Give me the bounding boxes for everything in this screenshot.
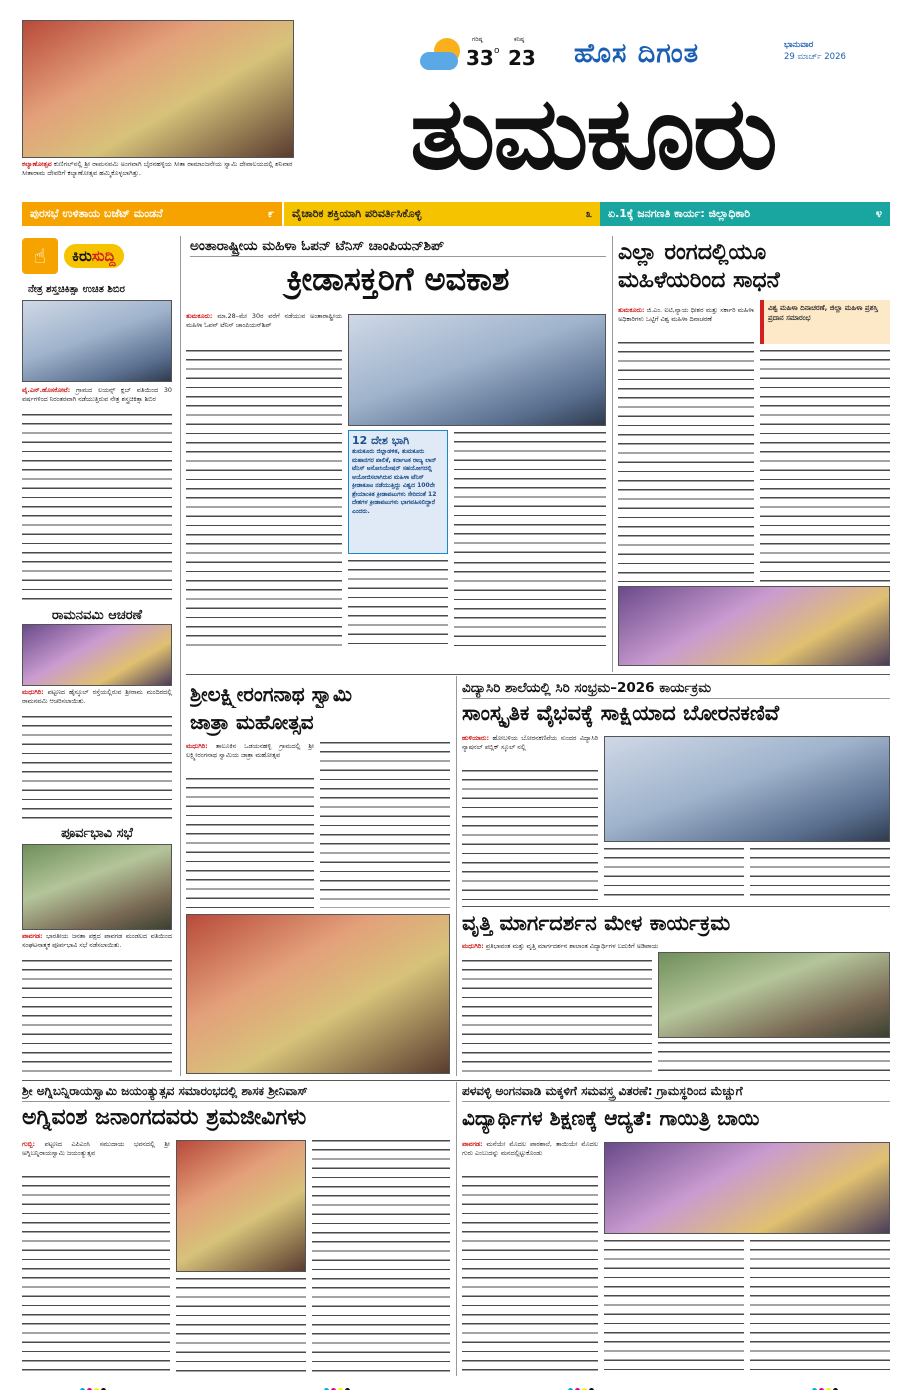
- anganwadi-kicker: ಪಳವಳ್ಳಿ ಅಂಗನವಾಡಿ ಮಕ್ಕಳಿಗೆ ಸಮವಸ್ತ್ರ ವಿತರಣೆ: ಗ್ರಾಮಸ್ಥರಿಂದ ಮೆಚ್ಚುಗೆ: [462, 1084, 890, 1102]
- caption-head: ಕಲ್ಯಾಣೋತ್ಸವ: [22, 160, 52, 168]
- tennis-col4-lines: [454, 562, 606, 648]
- ramanavami-body: [22, 688, 172, 718]
- jatra-head-1: ಶ್ರೀಲಕ್ಷ್ಮೀರಂಗನಾಥ ಸ್ವಾಮಿ: [190, 682, 352, 706]
- agnivamsha-lead: ಪಟ್ಟಣದ ಎಪಿಎಂಸಿ ಸಮುದಾಯ ಭವನದಲ್ಲಿ ಶ್ರೀ ಅಗ್ನಿಬನ್ನಿರಾಯಸ್ವಾಮಿ ಜಯಂತ್ಯುತ್ಸವ: [22, 1140, 170, 1158]
- index-page-3: ೪: [875, 207, 882, 220]
- career-lead: ಪ್ರತಿಭಾವಂತ ಮತ್ತು ವೃತ್ತಿ ಮಾರ್ಗದರ್ಶನ ಶಾಲಾಂತ ವಿದ್ಯಾರ್ಥಿಗಳ ಬದುಕಿಗೆ ಅಡಿಪಾಯ: [485, 942, 659, 950]
- tennis-lead: ಮಾ.28–ಮೇ 30ರ ವರೆಗೆ ನಡೆಯುವ ಅಂತಾರಾಷ್ಟ್ರೀಯ ಮಹಿಳಾ ಓಪನ್ ಟೆನಿಸ್ ಚಾಂಪಿಯನ್‌ಶಿಪ್: [186, 312, 342, 330]
- min-label: ಕನಿಷ್ಠ: [514, 36, 525, 43]
- career-col2-lines: [658, 1042, 890, 1072]
- career-col1-lines: [462, 960, 652, 1072]
- caption-text: ಕುಣಿಗಲ್‌ನಲ್ಲಿ ಶ್ರೀ ರಾಮನವಮಿ ಅಂಗವಾಗಿ ಬೈರನಹಳ್ಳಿಯ ಸೀತಾ ರಾಮಾಂಜನೇಯ ಸ್ವಾಮಿ ದೇವಾಲಯದಲ್ಲಿ ಶನಿವಾರ ಸೀತಾರಾಮ ದೇವರಿಗೆ ಕಲ್ಯಾಣೋತ್ಸವ ಹಮ್ಮಿಕೊಳ್ಳಲಾಗಿತ್ತು.: [22, 160, 293, 177]
- day: ಭಾನುವಾರ: [784, 40, 814, 50]
- anganwadi-photo: [604, 1142, 890, 1234]
- agnivamsha-col2-lines: [176, 1278, 306, 1372]
- tennis-head: ಕ್ರೀಡಾಸಕ್ತರಿಗೆ ಅವಕಾಶ: [286, 260, 510, 298]
- kirusuddi-dateline: ವೈ.ಎನ್.ಹೊಸಕೋಟೆ:: [22, 386, 71, 394]
- career-dateline: ಮಧುಗಿರಿ:: [462, 942, 484, 950]
- anganwadi-body: [462, 1140, 598, 1180]
- vidyasiri-dateline: ಹುಳಿಯಾರು:: [462, 734, 490, 742]
- anganwadi-dateline: ಪಾವಗಡ:: [462, 1140, 483, 1148]
- anganwadi-col3-lines: [750, 1240, 890, 1372]
- agnivamsha-photo: [176, 1140, 306, 1272]
- purvabhavi-text-lines: [22, 960, 172, 1072]
- tennis-dateline: ತುಮಕೂರು:: [186, 312, 213, 320]
- women-body: [618, 306, 754, 346]
- tennis-infobox: [348, 430, 448, 554]
- jatra-photo: [186, 914, 450, 1074]
- index-bar: [22, 202, 890, 226]
- agnivamsha-col3-lines: [312, 1140, 450, 1372]
- vidyasiri-lead: ಹೋಬಳಿಯ ಬೋರನಕಣಿವೆಯ ಸುಂದರ ವಿದ್ಯಾಸಿರಿ ನ್ಯಾಷನಲ್ ಪಬ್ಲಿಕ್ ಸ್ಕೂಲ್ ನಲ್ಲಿ: [462, 734, 598, 752]
- jatra-dateline: ಮಧುಗಿರಿ:: [186, 742, 208, 750]
- agnivamsha-body: [22, 1140, 170, 1180]
- purvabhavi-dateline: ಪಾವಗಡ:: [22, 932, 43, 940]
- women-infobox: ವಿಶ್ವ ಮಹಿಳಾ ದಿನಾಚರಣೆ, ಜಿಲ್ಲಾ ಮಹಿಳಾ ಪ್ರಶಸ್ತಿ ಪ್ರದಾನ ಸಮಾರಂಭ: [760, 300, 890, 344]
- kirusuddi-head: ನೇತ್ರ ಶಸ್ತ್ರಚಿಕಿತ್ಸಾ ಉಚಿತ ಶಿಬಿರ: [28, 284, 125, 295]
- index-text-1: ಪುರಸಭೆ ಉಳಿತಾಯ ಬಜೆಟ್ ಮಂಡನೆ: [30, 207, 163, 220]
- women-lead: ಜಿ.ಎಂ. ಐಟಿ,ನ್ಯಾಯ ಧೀಶರ ಮತ್ತು ಸರ್ಕಾರಿ ಮಹಿಳಾ ಅಧಿಕಾರಿಗಳು ಒಟ್ಟಿಗೆ ವಿಶ್ವ ಮಹಿಳಾ ದಿನಾಚರಣೆ: [618, 306, 754, 324]
- vidyasiri-kicker: ವಿದ್ಯಾಸಿರಿ ಶಾಲೆಯಲ್ಲಿ ಸಿರಿ ಸಂಭ್ರಮ–2026 ಕಾರ್ಯಕ್ರಮ: [462, 680, 890, 699]
- anganwadi-col1-lines: [462, 1176, 598, 1372]
- max-temp: 33: [466, 46, 494, 70]
- jatra-col2-lines: [320, 742, 450, 908]
- index-page-2: ೩: [585, 207, 592, 220]
- agnivamsha-head: ಅಗ್ನಿವಂಶ ಜನಾಂಗದವರು ಶ್ರಮಜೀವಿಗಳು: [22, 1105, 307, 1130]
- career-photo: [658, 952, 890, 1038]
- women-dateline: ತುಮಕೂರು:: [618, 306, 645, 314]
- kirusuddi-text-lines: [22, 414, 172, 606]
- jatra-col1-lines: [186, 778, 314, 908]
- jatra-lead: ತಾಲೂಕಿನ ಒಡಯನಹಳ್ಳಿ ಗ್ರಾಮದಲ್ಲಿ ಶ್ರೀ ಲಕ್ಷ್ಮೀರಂಗನಾಥ ಸ್ವಾಮಿಯ ಜಾತ್ರಾ ಮಹೋತ್ಸವ: [186, 742, 314, 760]
- vidyasiri-col3-lines: [750, 848, 890, 902]
- date: 29 ಮಾರ್ಚ್ 2026: [784, 52, 846, 62]
- anganwadi-col2-lines: [604, 1240, 744, 1372]
- vidyasiri-col1-lines: [462, 770, 598, 902]
- index-text-2: ವೈಚಾರಿಕ ಶಕ್ತಿಯಾಗಿ ಪರಿವರ್ತಿಸಿಕೊಳ್ಳಿ: [292, 207, 422, 220]
- index-item-3[interactable]: [600, 202, 890, 226]
- color-registration-marks: [80, 1378, 840, 1390]
- tennis-body: [186, 312, 342, 352]
- town-title: ತುಮಕೂರು: [410, 75, 776, 192]
- index-page-1: ೯: [267, 207, 274, 220]
- anganwadi-head: ವಿದ್ಯಾರ್ಥಿಗಳ ಶಿಕ್ಷಣಕ್ಕೆ ಆದ್ಯತೆ: ಗಾಯಿತ್ರಿ ಬಾಯಿ: [462, 1106, 760, 1130]
- agnivamsha-dateline: ಗುಬ್ಬಿ:: [22, 1140, 36, 1148]
- index-item-1[interactable]: [22, 202, 282, 226]
- agnivamsha-col1-lines: [22, 1176, 170, 1372]
- vidyasiri-body: [462, 734, 598, 774]
- tennis-col3-lines: [454, 432, 606, 556]
- purvabhavi-body: [22, 932, 172, 962]
- max-label: ಗರಿಷ್ಠ: [472, 36, 483, 43]
- brand-logo: ಹೊಸ ದಿಗಂತ: [574, 38, 700, 69]
- kirusuddi-lead: ಗ್ರಾಮದ ಲಯನ್ಸ್ ಕ್ಲಬ್ ವತಿಯಿಂದ 30 ವರ್ಷಗಳಿಂದ ನಿರಂತರವಾಗಿ ನಡೆಯುತ್ತಿರುವ ನೇತ್ರ ಶಸ್ತ್ರಚಿಕಿತ್ಸಾ ಶಿಬಿರ: [22, 386, 172, 404]
- tennis-kicker: ಅಂತಾರಾಷ್ಟ್ರೀಯ ಮಹಿಳಾ ಓಪನ್ ಟೆನಿಸ್ ಚಾಂಪಿಯನ್‌ಶಿಪ್: [190, 238, 606, 257]
- vidyasiri-head: ಸಾಂಸ್ಕೃತಿಕ ವೈಭವಕ್ಕೆ ಸಾಕ್ಷಿಯಾದ ಬೋರನಕಣಿವೆ: [462, 701, 780, 725]
- anganwadi-lead: ಮನೆಯೇ ಮೊದಲ ಪಾಠಶಾಲೆ, ತಾಯಿಯೇ ಮೊದಲ ಗುರು ಎಂಬುದನ್ನು ಮನದಲ್ಲಿಟ್ಟುಕೊಂಡು: [462, 1140, 598, 1158]
- min-temp: 23: [508, 46, 536, 70]
- women-col1-lines: [618, 342, 754, 582]
- purvabhavi-lead: ಭಾರತೀಯ ಜನತಾ ಪಕ್ಷದ ಪಾವಗಡ ಮಂಡಲದ ವತಿಯಿಂದ ಸಂಘಟನಾತ್ಮಕ ಪೂರ್ವಭಾವಿ ಸಭೆ ನಡೆಸಲಾಯಿತು.: [22, 932, 172, 950]
- kirusuddi-label: ಕಿರು: [72, 247, 92, 265]
- kirusuddi-photo: [22, 300, 172, 382]
- top-photo: [22, 20, 294, 158]
- jatra-body: [186, 742, 314, 782]
- degree: o: [494, 46, 500, 56]
- kirusuddi-label2: ಸುದ್ದಿ: [91, 247, 116, 265]
- women-photo: [618, 586, 890, 666]
- tennis-photo: [348, 314, 606, 426]
- purvabhavi-photo: [22, 844, 172, 930]
- purvabhavi-head: ಪೂರ್ವಭಾವಿ ಸಭೆ: [61, 826, 133, 841]
- women-head-1: ಎಲ್ಲಾ ರಂಗದಲ್ಲಿಯೂ: [618, 240, 767, 265]
- tennis-col1-lines: [186, 350, 342, 650]
- women-head-2: ಮಹಿಳೆಯರಿಂದ ಸಾಧನೆ: [618, 268, 780, 293]
- career-head: ವೃತ್ತಿ ಮಾರ್ಗದರ್ಶನ ಮೇಳ ಕಾರ್ಯಕ್ರಮ: [462, 911, 731, 935]
- women-col2-lines: [760, 350, 890, 582]
- index-text-3: ಏ.1ಕ್ಕೆ ಜನಗಣತಿ ಕಾರ್ಯ: ಜಿಲ್ಲಾಧಿಕಾರಿ: [608, 207, 751, 220]
- vidyasiri-photo: [604, 736, 890, 842]
- jatra-head-2: ಜಾತ್ರಾ ಮಹೋತ್ಸವ: [190, 710, 314, 734]
- tennis-box-text: ತುಮಕೂರು ಜಿಲ್ಲಾಡಳಿತ, ತುಮಕೂರು ಮಹಾನಗರ ಪಾಲಿಕೆ, ಕರ್ನಾಟಕ ರಾಜ್ಯ ಲಾನ್ ಟೆನಿಸ್ ಅಸೋಸಿಯೇಷನ್ ಸಹಯೋಗದಲ್ಲಿ ಆಯೋಜಿಸಲಾಗಿರುವ ಮಹಿಳಾ ಟೆನಿಸ್ ಕ್ರೀಡಾಕೂಟ ನಡೆಯುತ್ತಿದ್ದು ವಿಶ್ವದ 100ನೇ ಶ್ರೇಯಾಂಕಿತ ಕ್ರೀಡಾಪಟುಗಳು ಸೇರಿದಂತೆ 12 ದೇಶಗಳ ಕ್ರೀಡಾಪಟುಗಳು ಭಾಗವಹಿಸಲಿದ್ದಾರೆ ಎಂದರು.: [352, 448, 437, 515]
- ramanavami-head: ರಾಮನವಮಿ ಆಚರಣೆ: [51, 608, 143, 623]
- hand-icon: ☝: [22, 238, 58, 274]
- vidyasiri-col2-lines: [604, 848, 744, 902]
- kirusuddi-badge: [22, 236, 164, 276]
- top-photo-caption: [22, 160, 302, 178]
- ramanavami-dateline: ಮಧುಗಿರಿ:: [22, 688, 44, 696]
- cloud-sun-icon: [418, 38, 464, 74]
- tennis-col2-lines: [348, 560, 448, 648]
- agnivamsha-kicker: ಶ್ರೀ ಅಗ್ನಿಬನ್ನಿರಾಯಸ್ವಾಮಿ ಜಯಂತ್ಯುತ್ಸವ ಸಮಾರಂಭದಲ್ಲಿ ಶಾಸಕ ಶ್ರೀನಿವಾಸ್: [22, 1084, 450, 1102]
- ramanavami-lead: ಪಟ್ಟಣದ ಹೈಸ್ಕೂಲ್ ರಸ್ತೆಯಲ್ಲಿರುವ ಶ್ರೀರಾಮ ಮಂದಿರದಲ್ಲಿ ರಾಮನವಮಿ ಆಚರಿಸಲಾಯಿತು.: [22, 688, 172, 706]
- ramanavami-photo: [22, 624, 172, 686]
- index-item-2[interactable]: [282, 202, 600, 226]
- ramanavami-text-lines: [22, 716, 172, 824]
- tennis-box-head: 12 ದೇಶ ಭಾಗಿ: [352, 434, 410, 447]
